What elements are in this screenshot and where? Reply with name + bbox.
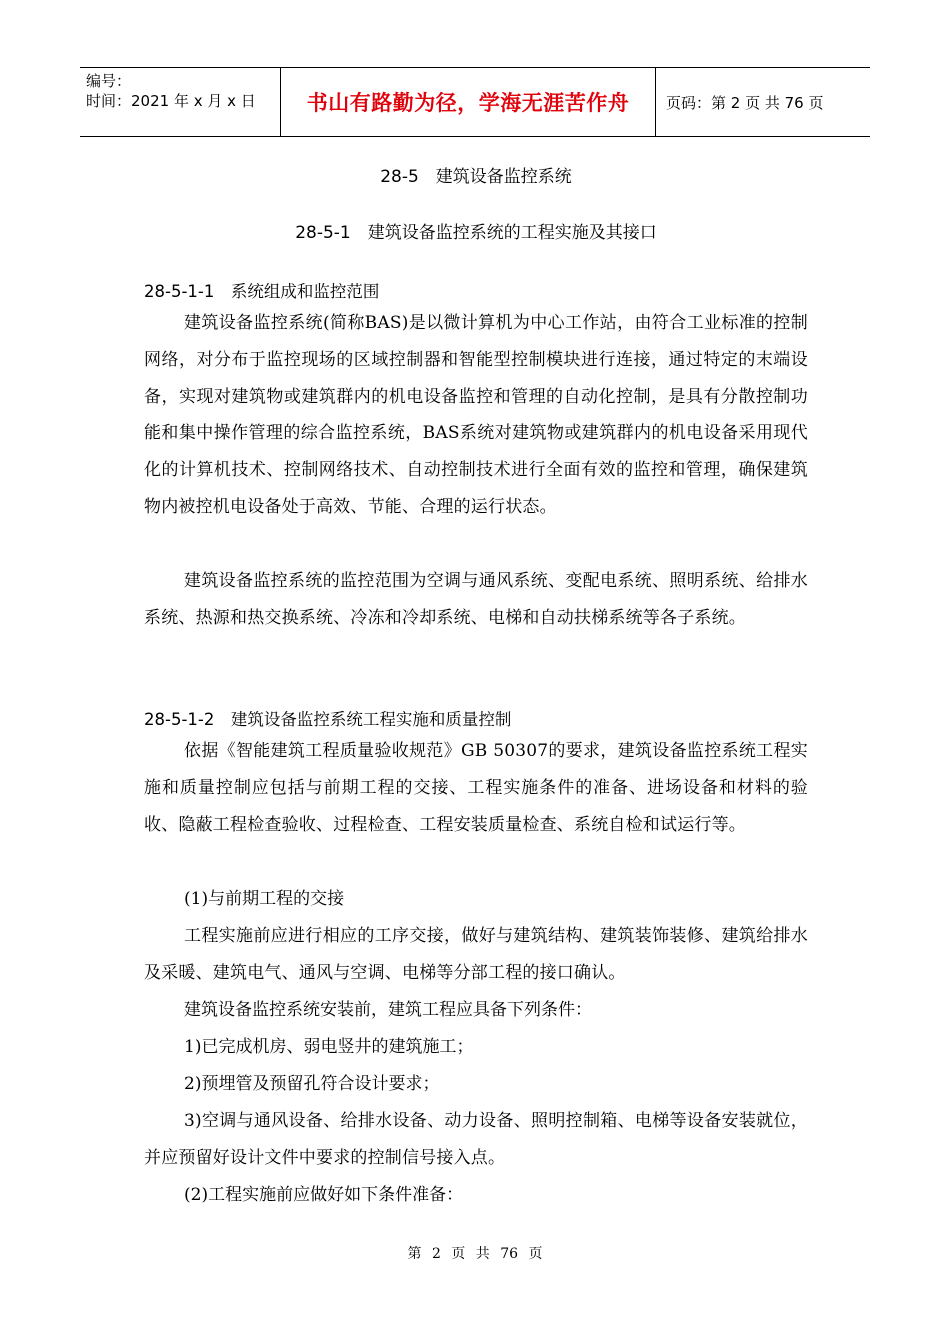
page-footer: 第 2 页 共 76 页 — [407, 1246, 543, 1262]
paragraph: 建筑设备监控系统的监控范围为空调与通风系统、变配电系统、照明系统、给排水系统、热源和热交换系统、冷冻和冷却系统、电梯和自动扶梯系统等各子系统。 — [144, 571, 808, 628]
list-item: (2)工程实施前应做好如下条件准备： — [184, 1185, 464, 1205]
section-heading-2: 28-5-1-2 建筑设备监控系统工程实施和质量控制 — [144, 710, 512, 729]
paragraph: 依据《智能建筑工程质量验收规范》GB 50307的要求，建筑设备监控系统工程实施和质量控制应包括与前期工程的交接、工程实施条件的准备、进场设备和材料的验收、隐蔽工程检查验收、过程检查、工程安装质量检查、系统自检和试运行等。 — [144, 741, 808, 835]
paragraph: 建筑设备监控系统(简称BAS)是以微计算机为中心工作站，由符合工业标准的控制网络，对分布于监控现场的区域控制器和智能型控制模块进行连接，通过特定的末端设备，实现对建筑物或建筑群内的机电设备监控和管理的自动化控制，是具有分散控制功能和集中操作管理的综合监控系统，BAS系统对建筑物或建筑群内的机电设备采用现代化的计算机技术、控制网络技术、自动控制技术进行全面有效的监控和管理，确保建筑物内被控机电设备处于高效、节能、合理的运行状态。 — [144, 313, 808, 517]
section-heading-1: 28-5-1-1 系统组成和监控范围 — [144, 282, 380, 301]
list-item: 建筑设备监控系统安装前，建筑工程应具备下列条件： — [184, 1000, 592, 1020]
list-item: 3)空调与通风设备、给排水设备、动力设备、照明控制箱、电梯等设备安装就位，并应预留好设计文件中要求的控制信号接入点。 — [144, 1111, 808, 1168]
number-label: 编号： — [86, 72, 132, 90]
motto: 书山有路勤为径，学海无涯苦作舟 — [281, 68, 656, 136]
paragraph: 工程实施前应进行相应的工序交接，做好与建筑结构、建筑装饰装修、建筑给排水及采暖、建筑电气、通风与空调、电梯等分部工程的接口确认。 — [144, 926, 808, 983]
section-title: 28-5-1 建筑设备监控系统的工程实施及其接口 — [295, 223, 657, 243]
list-item: 2)预埋管及预留孔符合设计要求； — [184, 1074, 440, 1094]
page-info: 页码：第 2 页 共 76 页 — [666, 93, 824, 112]
document-header — [80, 67, 870, 137]
list-item: (1)与前期工程的交接 — [184, 889, 345, 909]
header-meta-cell — [80, 68, 281, 136]
date-label: 时间：2021 年 x 月 x 日 — [86, 92, 256, 110]
list-item: 1)已完成机房、弱电竖井的建筑施工； — [184, 1037, 474, 1057]
chapter-title: 28-5 建筑设备监控系统 — [380, 167, 572, 187]
